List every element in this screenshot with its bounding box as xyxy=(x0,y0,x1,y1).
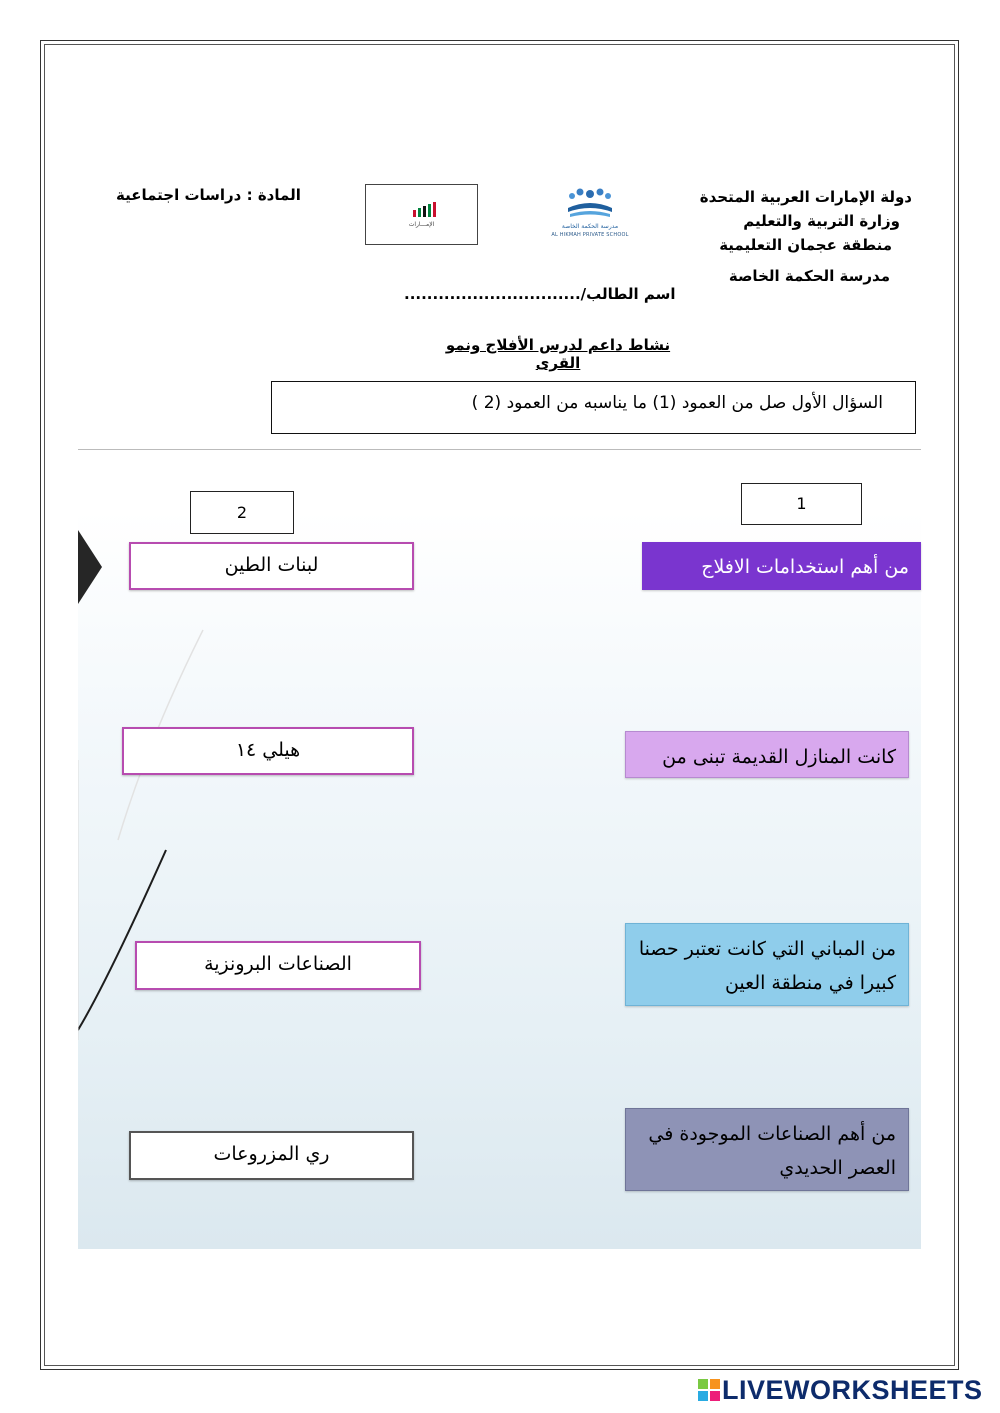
student-name-field[interactable]: اسم الطالب/............................... xyxy=(404,285,676,303)
column1-item[interactable] xyxy=(625,923,909,1006)
uae-flag-bars-icon xyxy=(412,201,438,219)
school-logo-text: AL HIKMAH PRIVATE SCHOOL xyxy=(551,232,629,238)
svg-text:مدرسة الحكمة الخاصة: مدرسة الحكمة الخاصة xyxy=(561,223,619,230)
column2-item-text: هيلي ١٤ xyxy=(235,739,301,761)
liveworksheets-brand[interactable]: LIVEWORKSHEETS xyxy=(722,1375,983,1405)
uae-logo xyxy=(365,184,478,245)
column2-item[interactable] xyxy=(129,1131,414,1180)
header-ministry: وزارة التربية والتعليم xyxy=(743,212,900,230)
column2-item-text: ري المزروعات xyxy=(213,1143,330,1165)
column2-item[interactable] xyxy=(135,941,421,990)
column2-item-text: لبنات الطين xyxy=(224,554,319,576)
column1-item[interactable] xyxy=(625,1108,909,1191)
column1-item[interactable] xyxy=(642,542,921,590)
header-school: مدرسة الحكمة الخاصة xyxy=(728,267,890,285)
column2-item[interactable] xyxy=(129,542,414,590)
header-zone: منطقة عجمان التعليمية xyxy=(719,236,892,254)
divider xyxy=(78,449,921,450)
liveworksheets-logo-icon xyxy=(698,1379,720,1403)
column2-header: 2 xyxy=(190,491,294,534)
column1-item-text: كانت المنازل القديمة تبنى من xyxy=(662,746,896,768)
page-title: نشاط داعم لدرس الأفلاج ونمو القرى xyxy=(445,336,671,372)
column1-item-text: من المباني التي كانت تعتبر حصنا كبيرا في منطقة العين xyxy=(638,938,896,994)
question-text: السؤال الأول صل من العمود (1) ما يناسبه من العمود (2 ) xyxy=(471,393,883,413)
school-logo xyxy=(548,182,632,240)
column1-item-text: من أهم استخدامات الافلاج xyxy=(701,556,909,578)
column2-item-text: الصناعات البرونزية xyxy=(204,953,352,975)
subject-label: المادة : دراسات اجتماعية xyxy=(116,186,301,204)
column1-header: 1 xyxy=(741,483,862,525)
question-box xyxy=(271,381,916,434)
column2-item[interactable] xyxy=(122,727,414,775)
header-country: دولة الإمارات العربية المتحدة xyxy=(699,188,912,206)
uae-logo-text: الإمـــارات xyxy=(408,221,435,228)
arrow-tab-icon xyxy=(78,530,102,604)
school-emblem-icon xyxy=(548,182,632,232)
column1-item[interactable] xyxy=(625,731,909,778)
column1-item-text: من أهم الصناعات الموجودة في العصر الحديدي xyxy=(648,1123,896,1179)
